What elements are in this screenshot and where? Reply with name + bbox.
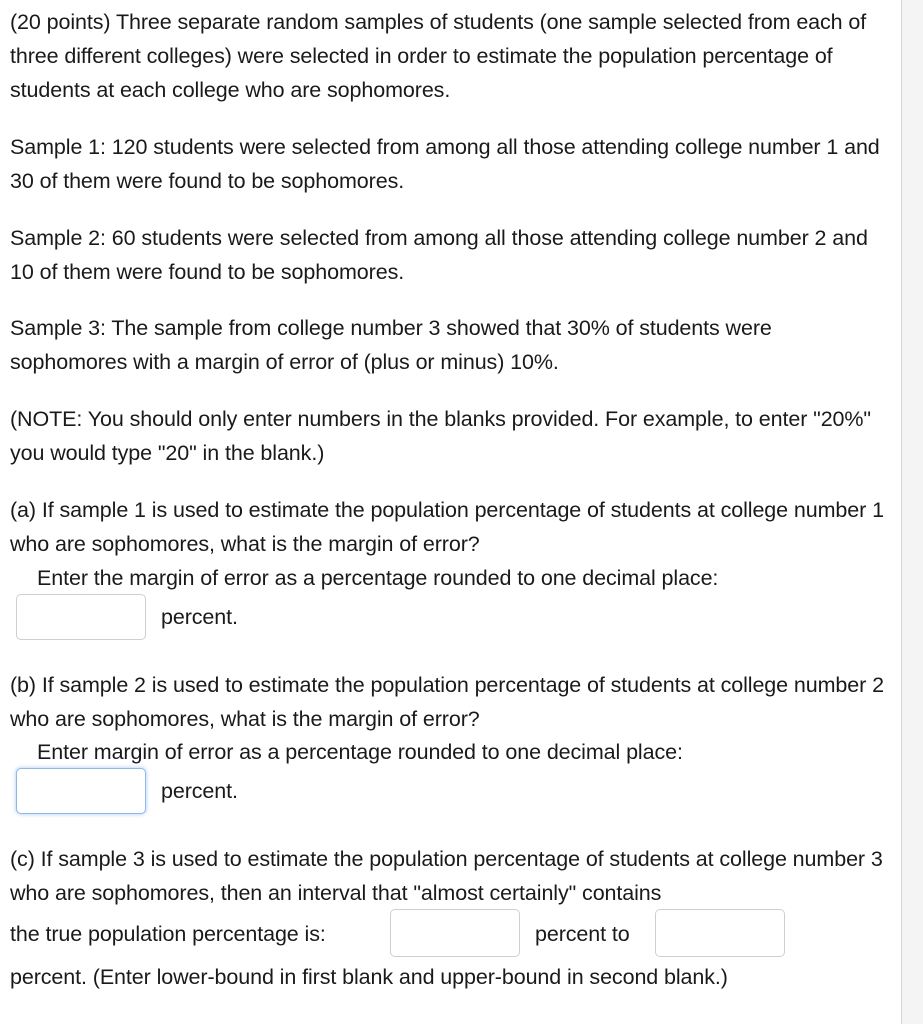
part-b-instruction: Enter margin of error as a percentage rounded to one decimal place: — [37, 740, 683, 764]
sample-3-text: Sample 3: The sample from college number 3 showed that 30% of students were sophomores with a margin of error of (plus or minus) 10%. — [10, 316, 772, 374]
part-c-question: (c) If sample 3 is used to estimate the population percentage of students at college number 3 who are sophomores, then an interval that "almost certainly" contains — [10, 847, 883, 905]
part-b-margin-input[interactable] — [16, 768, 146, 814]
part-a-margin-input[interactable] — [16, 594, 146, 640]
part-a-instruction: Enter the margin of error as a percentage rounded to one decimal place: — [37, 566, 719, 590]
part-c-upper-bound-input[interactable] — [655, 909, 785, 957]
sample-1-text: Sample 1: 120 students were selected from among all those attending college number 1 and 30 of them were found to be sophomores. — [10, 135, 880, 193]
part-c-lower-bound-input[interactable] — [390, 909, 520, 957]
part-c-lead-text: the true population percentage is: — [10, 922, 326, 946]
part-c-middle-text: percent to — [535, 922, 630, 946]
part-b-unit-label: percent. — [161, 779, 238, 803]
part-b-question: (b) If sample 2 is used to estimate the population percentage of students at college number 2 who are sophomores, what is the margin of error? — [10, 673, 884, 731]
part-a-question: (a) If sample 1 is used to estimate the population percentage of students at college number 1 who are sophomores, what is the margin of error? — [10, 498, 884, 556]
part-c-end-text: percent. (Enter lower-bound in first blank and upper-bound in second blank.) — [10, 965, 728, 989]
part-a-unit-label: percent. — [161, 605, 238, 629]
intro-text: (20 points) Three separate random samples of students (one sample selected from each of three different colleges) were selected in order to estimate the population percentage of students at each college who are sophomores. — [10, 10, 867, 102]
note-text: (NOTE: You should only enter numbers in the blanks provided. For example, to enter "20%" you would type "20" in the blank.) — [10, 407, 871, 465]
sample-2-text: Sample 2: 60 students were selected from among all those attending college number 2 and 10 of them were found to be sophomores. — [10, 226, 868, 284]
part-c-answer-row — [10, 909, 890, 959]
page-right-gutter — [901, 0, 923, 1024]
